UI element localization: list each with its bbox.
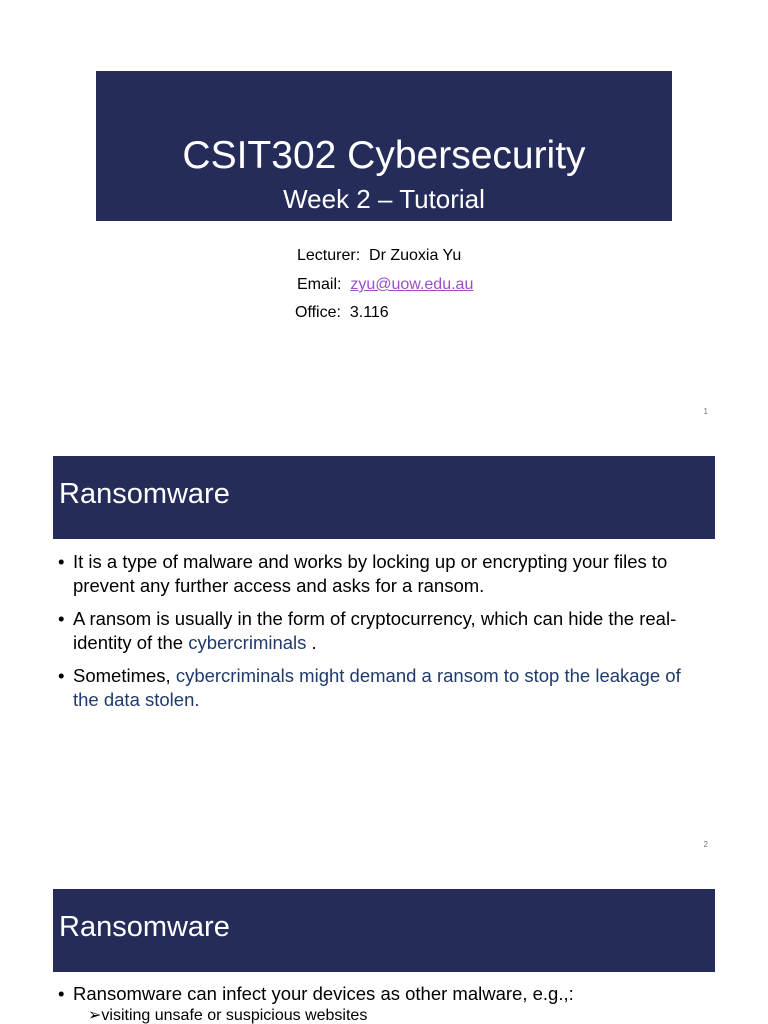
slide2-header	[53, 456, 715, 539]
course-title: CSIT302 Cybersecurity	[182, 134, 586, 177]
page-number: 2	[703, 840, 708, 849]
highlighted-text: cybercriminals	[188, 632, 307, 653]
bullet-dot-icon: •	[58, 983, 65, 1004]
lecturer-label: Lecturer:	[297, 247, 361, 264]
highlighted-text: cybercriminals might demand a ransom to stop the leakage of the data stolen.	[73, 665, 681, 710]
slide3-heading: Ransomware	[59, 911, 230, 943]
lecturer-name: Dr Zuoxia Yu	[369, 247, 462, 264]
lecturer-line	[297, 246, 461, 266]
email-line	[297, 275, 473, 295]
bullet-text-part: Sometimes,	[73, 665, 176, 686]
email-label: Email:	[297, 276, 342, 293]
office-line	[295, 303, 389, 323]
office-label: Office:	[295, 304, 341, 321]
arrow-bullet-icon: ➢	[88, 1007, 102, 1024]
bullet-dot-icon: •	[58, 665, 65, 686]
bullet-text-part: .	[306, 632, 317, 653]
slide3-sub-bullet-1	[88, 1006, 367, 1024]
bullet-dot-icon: •	[58, 608, 65, 629]
slide3-header	[53, 889, 715, 972]
bullet-text-part: A ransom is usually in the form of cryptocurrency, which can hide the real-identity of the	[73, 608, 677, 653]
slide2-bullet-1	[58, 550, 708, 598]
bullet-text	[58, 664, 708, 712]
slide2-bullet-2	[58, 607, 708, 655]
bullet-text	[58, 607, 708, 655]
bullet-text: Ransomware can infect your devices as other malware, e.g.,:	[73, 983, 574, 1004]
sub-bullet-text: visiting unsafe or suspicious websites	[101, 1007, 368, 1024]
course-subtitle: Week 2 – Tutorial	[283, 184, 485, 214]
slide2-heading: Ransomware	[59, 478, 230, 510]
page-number: 1	[703, 407, 708, 416]
bullet-dot-icon: •	[58, 551, 65, 572]
office-number: 3.116	[349, 304, 389, 321]
slide2-bullet-3	[58, 664, 708, 712]
bullet-text: It is a type of malware and works by locking up or encrypting your files to prevent any further access and asks for a ransom.	[73, 551, 668, 596]
email-link[interactable]: zyu@uow.edu.au	[350, 276, 474, 293]
slide3-bullet-1	[58, 982, 708, 1006]
